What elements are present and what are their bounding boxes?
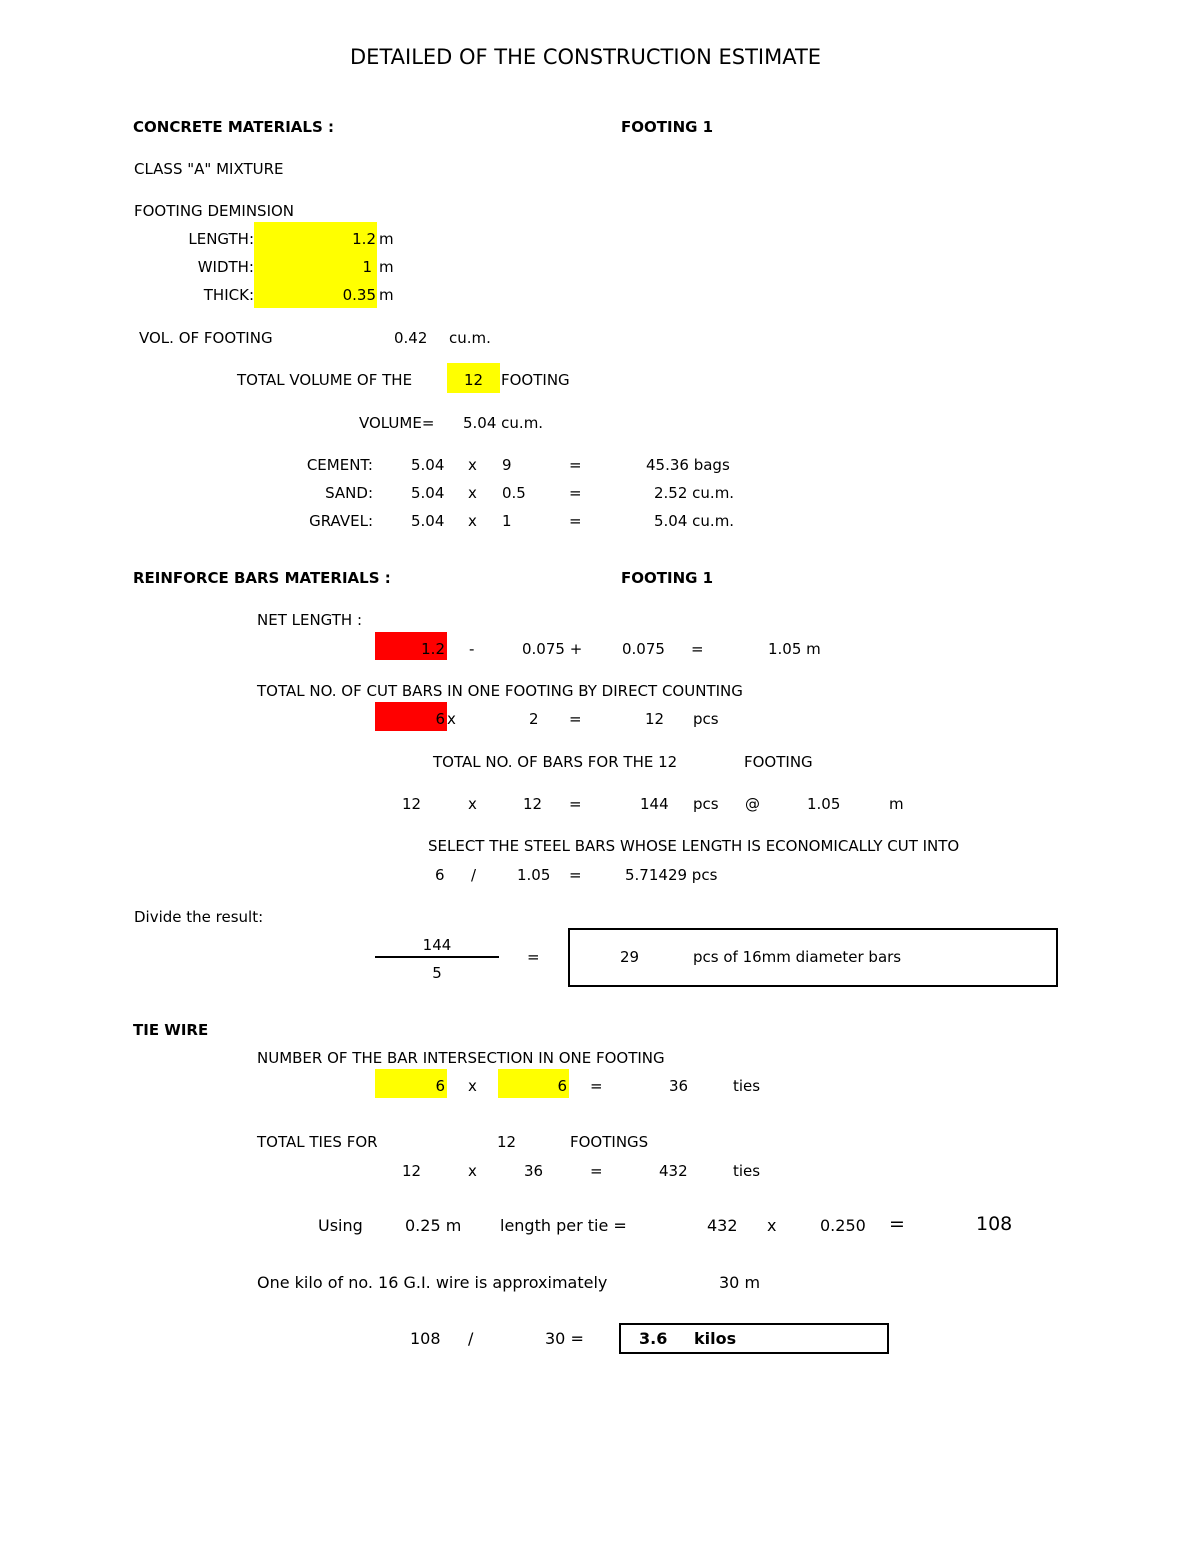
total-ties-equals: = <box>590 1162 603 1180</box>
length-per-tie-label: length per tie = <box>500 1216 627 1235</box>
wire-length-a: 432 <box>707 1216 738 1235</box>
total-ties-a: 12 <box>402 1162 422 1180</box>
fraction-equals: = <box>527 948 540 966</box>
cement-operator: x <box>468 456 477 474</box>
cement-factor: 9 <box>502 456 512 474</box>
sand-operator: x <box>468 484 477 502</box>
intersection-label: NUMBER OF THE BAR INTERSECTION IN ONE FOOTING <box>257 1049 665 1067</box>
cut-bars-x: x <box>447 710 456 728</box>
total-bars-at: @ <box>745 795 760 813</box>
total-bars-unit: pcs <box>693 795 719 813</box>
total-volume-label: TOTAL VOLUME OF THE <box>237 371 413 389</box>
intersection-b: 6 <box>557 1077 567 1095</box>
cut-bars-equals: = <box>569 710 582 728</box>
total-bars-length: 1.05 <box>807 795 841 813</box>
width-unit: m <box>379 258 394 276</box>
total-bars-length-unit: m <box>889 795 904 813</box>
page-title: DETAILED OF THE CONSTRUCTION ESTIMATE <box>350 45 822 69</box>
rebar-heading: REINFORCE BARS MATERIALS : <box>133 569 391 587</box>
cement-label: CEMENT: <box>306 456 373 474</box>
select-div: / <box>471 866 477 884</box>
gravel-factor: 1 <box>502 512 512 530</box>
cut-bars-label: TOTAL NO. OF CUT BARS IN ONE FOOTING BY DIRECT COUNTING <box>257 682 743 700</box>
net-length-equals: = <box>691 640 704 658</box>
wire-length-equals: = <box>889 1213 905 1235</box>
gravel-volume: 5.04 <box>411 512 445 530</box>
width-value: 1 <box>362 258 372 276</box>
total-ties-suffix: FOOTINGS <box>570 1133 649 1151</box>
concrete-footing-label: FOOTING 1 <box>621 118 714 136</box>
vol-value: 0.42 <box>394 329 428 347</box>
total-bars-suffix: FOOTING <box>744 753 813 771</box>
width-label: WIDTH: <box>197 258 254 276</box>
gravel-result: 5.04 cu.m. <box>654 512 735 530</box>
kilo-calc-b: 30 = <box>545 1329 584 1348</box>
cut-bars-b: 2 <box>529 710 539 728</box>
vol-label: VOL. OF FOOTING <box>139 329 273 347</box>
fraction-denominator: 5 <box>432 964 442 982</box>
sand-label: SAND: <box>325 484 373 502</box>
mixture-label: CLASS "A" MIXTURE <box>134 160 284 178</box>
volume-label: VOLUME= <box>359 414 435 432</box>
length-label: LENGTH: <box>188 230 254 248</box>
kilo-result: 3.6 <box>639 1329 668 1348</box>
thick-value: 0.35 <box>342 286 376 304</box>
thick-unit: m <box>379 286 394 304</box>
sand-result: 2.52 cu.m. <box>654 484 735 502</box>
cut-bars-a: 6 <box>435 710 445 728</box>
net-length-c: 0.075 <box>622 640 665 658</box>
total-count-value: 12 <box>463 371 484 389</box>
total-ties-x: x <box>468 1162 477 1180</box>
select-b: 1.05 <box>517 866 551 884</box>
total-bars-equals: = <box>569 795 582 813</box>
kilo-calc-div: / <box>468 1329 474 1348</box>
rebar-footing-label: FOOTING 1 <box>621 569 714 587</box>
using-label: Using <box>318 1216 363 1235</box>
gravel-operator: x <box>468 512 477 530</box>
net-length-a: 1.2 <box>421 640 445 658</box>
gravel-equals: = <box>569 512 582 530</box>
wire-length-b: 0.250 <box>820 1216 866 1235</box>
total-ties-result: 432 <box>659 1162 688 1180</box>
select-a: 6 <box>435 866 445 884</box>
net-length-b: 0.075 + <box>522 640 583 658</box>
length-unit: m <box>379 230 394 248</box>
intersection-equals: = <box>590 1077 603 1095</box>
cement-equals: = <box>569 456 582 474</box>
tie-wire-heading: TIE WIRE <box>133 1021 209 1039</box>
thick-label: THICK: <box>203 286 254 304</box>
total-bars-a: 12 <box>402 795 422 813</box>
kilo-label: One kilo of no. 16 G.I. wire is approximately <box>257 1273 608 1292</box>
wire-length-result: 108 <box>976 1213 1013 1235</box>
vol-unit: cu.m. <box>449 329 491 347</box>
total-ties-label: TOTAL TIES FOR <box>257 1133 378 1151</box>
total-volume-suffix: FOOTING <box>501 371 570 389</box>
fraction-line <box>375 956 499 958</box>
length-value: 1.2 <box>352 230 376 248</box>
net-length-minus: - <box>469 640 475 658</box>
using-length: 0.25 m <box>405 1216 462 1235</box>
divide-label: Divide the result: <box>134 908 264 926</box>
total-ties-b: 36 <box>524 1162 544 1180</box>
total-bars-x: x <box>468 795 477 813</box>
intersection-unit: ties <box>733 1077 761 1095</box>
total-ties-unit: ties <box>733 1162 761 1180</box>
total-ties-count: 12 <box>497 1133 517 1151</box>
cement-volume: 5.04 <box>411 456 445 474</box>
net-length-label: NET LENGTH : <box>257 611 363 629</box>
total-bars-result: 144 <box>640 795 669 813</box>
fraction-numerator: 144 <box>422 936 452 954</box>
bar-result-count: 29 <box>620 948 640 966</box>
select-result: 5.71429 pcs <box>625 866 718 884</box>
cement-result: 45.36 bags <box>646 456 730 474</box>
kilo-length: 30 m <box>719 1273 761 1292</box>
kilo-result-unit: kilos <box>694 1329 737 1348</box>
intersection-result: 36 <box>669 1077 689 1095</box>
concrete-heading: CONCRETE MATERIALS : <box>133 118 334 136</box>
select-equals: = <box>569 866 582 884</box>
intersection-a: 6 <box>435 1077 445 1095</box>
total-bars-label: TOTAL NO. OF BARS FOR THE 12 <box>433 753 678 771</box>
sand-volume: 5.04 <box>411 484 445 502</box>
cut-bars-result: 12 <box>645 710 665 728</box>
volume-value: 5.04 cu.m. <box>463 414 544 432</box>
net-length-result: 1.05 m <box>768 640 821 658</box>
kilo-calc-a: 108 <box>410 1329 441 1348</box>
dimension-label: FOOTING DEMINSION <box>134 202 295 220</box>
sand-equals: = <box>569 484 582 502</box>
sand-factor: 0.5 <box>502 484 526 502</box>
gravel-label: GRAVEL: <box>309 512 373 530</box>
intersection-x: x <box>468 1077 477 1095</box>
cut-bars-unit: pcs <box>693 710 719 728</box>
bar-result-text: pcs of 16mm diameter bars <box>693 948 902 966</box>
wire-length-x: x <box>767 1216 777 1235</box>
select-bars-label: SELECT THE STEEL BARS WHOSE LENGTH IS ECONOMICALLY CUT INTO <box>428 837 960 855</box>
total-bars-b: 12 <box>523 795 543 813</box>
